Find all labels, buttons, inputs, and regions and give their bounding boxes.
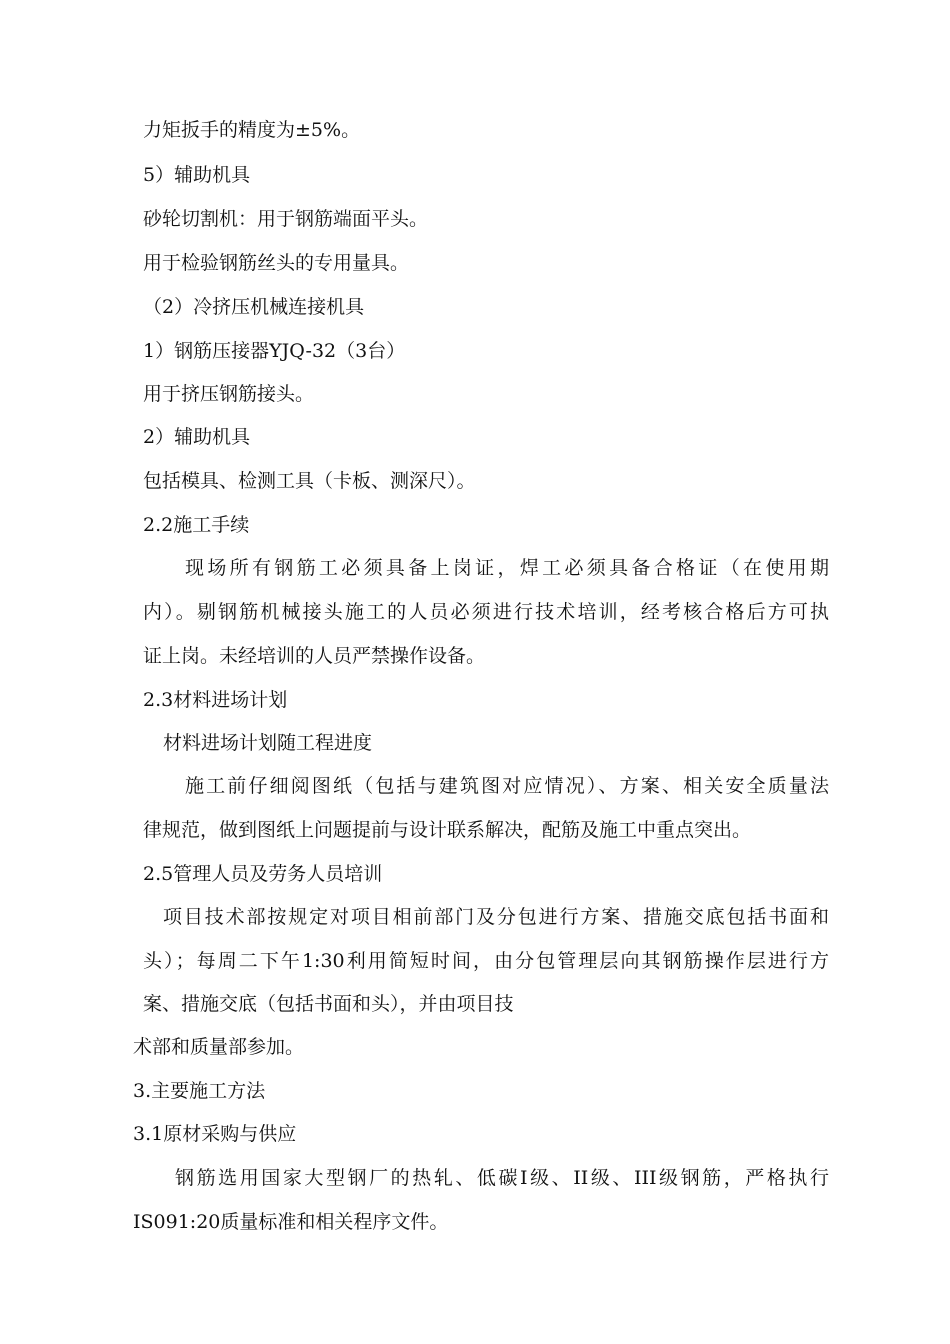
paragraph-line: 现场所有钢筋工必须具备上岗证，焊工必须具备合格证（在使用期	[185, 557, 829, 579]
text-line: 包括模具、检测工具（卡板、测深尺）。	[143, 470, 476, 492]
paragraph-line: 术部和质量部参加。	[133, 1036, 305, 1058]
paragraph-line: 钢筋选用国家大型钢厂的热轧、低碳I级、II级、III级钢筋，严格执行	[175, 1167, 829, 1189]
text-line: （2）冷挤压机械连接机具	[143, 296, 365, 318]
paragraph-line: 律规范，做到图纸上问题提前与设计联系解决，配筋及施工中重点突出。	[143, 819, 752, 841]
paragraph-line: 内）。剔钢筋机械接头施工的人员必须进行技术培训，经考核合格后方可执	[143, 601, 829, 623]
paragraph-line: 案、措施交底（包括书面和头），并由项目技	[143, 993, 514, 1015]
section-heading: 2.3材料进场计划	[143, 689, 288, 711]
text-line: 用于挤压钢筋接头。	[143, 383, 315, 405]
section-heading: 3.主要施工方法	[133, 1080, 266, 1102]
text-line: 砂轮切割机：用于钢筋端面平头。	[143, 208, 429, 230]
paragraph-line: 项目技术部按规定对项目相前部门及分包进行方案、措施交底包括书面和	[163, 906, 829, 928]
paragraph-line: IS091:20质量标准和相关程序文件。	[133, 1211, 449, 1233]
section-heading: 3.1原材采购与供应	[133, 1123, 297, 1145]
text-line: 1）钢筋压接器YJQ-32（3台）	[143, 340, 406, 362]
section-heading: 2.2施工手续	[143, 514, 250, 536]
text-line: 5）辅助机具	[143, 164, 251, 186]
section-heading: 2.5管理人员及劳务人员培训	[143, 863, 383, 885]
paragraph-line: 证上岗。未经培训的人员严禁操作设备。	[143, 645, 486, 667]
text-line: 力矩扳手的精度为±5%。	[143, 119, 361, 141]
text-line: 用于检验钢筋丝头的专用量具。	[143, 252, 410, 274]
paragraph-line: 施工前仔细阅图纸（包括与建筑图对应情况）、方案、相关安全质量法	[185, 775, 829, 797]
paragraph-line: 头）；每周二下午1:30利用简短时间，由分包管理层向其钢筋操作层进行方	[143, 950, 829, 972]
text-line: 材料进场计划随工程进度	[163, 732, 373, 754]
text-line: 2）辅助机具	[143, 426, 251, 448]
